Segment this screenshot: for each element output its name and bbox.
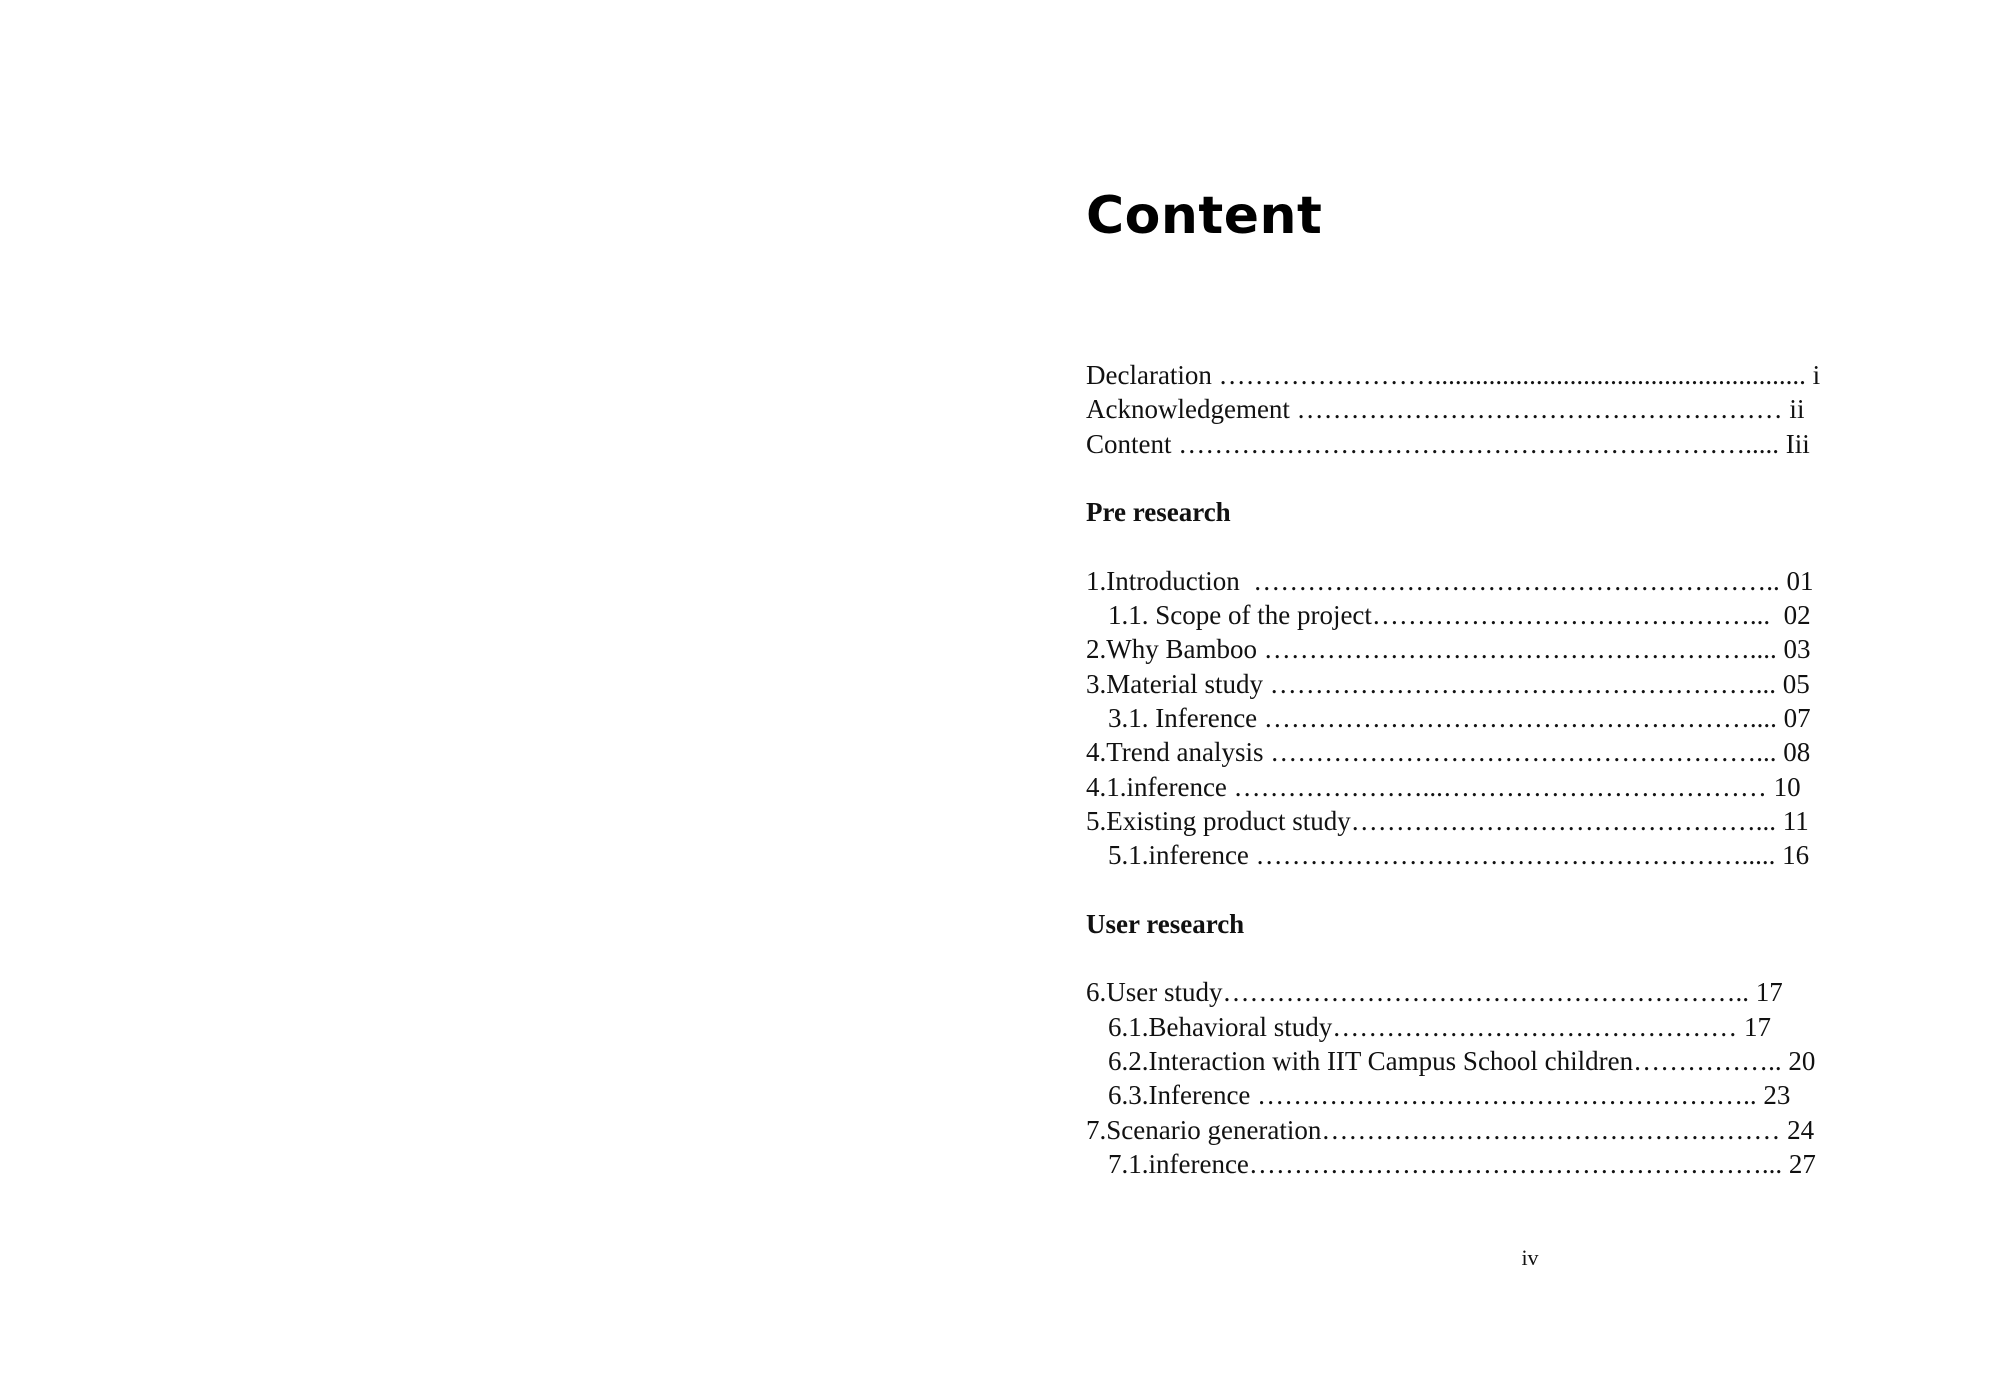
right-page xyxy=(1000,0,2000,1385)
toc-entry-declaration: Declaration ……………………....................................................... i xyxy=(1086,360,1821,390)
toc-entry-product-inference: 5.1.inference ………………………………………………..... 16 xyxy=(1108,840,1810,871)
toc-entry-scenario-generation: 7.Scenario generation…………………………………………… 24 xyxy=(1086,1114,1815,1145)
toc-entry-introduction: 1.Introduction ………………………………………………….. 01 xyxy=(1086,565,1814,596)
toc-entry-trend-analysis: 4.Trend analysis ………………………………………………... 08 xyxy=(1086,737,1811,768)
toc-section-heading-user-research: User research xyxy=(1086,908,1245,939)
toc-section-heading-pre-research: Pre research xyxy=(1086,497,1231,528)
toc-entry-behavioral-study: 6.1.Behavioral study……………………………………… 17 xyxy=(1108,1011,1771,1042)
toc-entry-trend-inference: 4.1.inference …………………...……………………………… 10 xyxy=(1086,771,1801,802)
toc-entry-existing-product-study: 5.Existing product study………………………………………... 11 xyxy=(1086,805,1809,836)
table-of-contents xyxy=(1086,358,1856,1181)
toc-spacer xyxy=(1086,941,1856,975)
toc-entry-user-study: 6.User study………………………………………………….. 17 xyxy=(1086,977,1783,1008)
page-number: iv xyxy=(1521,1245,1539,1270)
toc-entry-why-bamboo: 2.Why Bamboo ……………………………………………….... 03 xyxy=(1086,634,1811,665)
toc-entry-scope: 1.1. Scope of the project……………………………………... 02 xyxy=(1108,600,1811,631)
toc-spacer xyxy=(1086,461,1856,495)
toc-entry-material-inference: 3.1. Inference ……………………………………………….... 07 xyxy=(1108,702,1811,733)
toc-spacer xyxy=(1086,872,1856,906)
toc-entry-acknowledgement: Acknowledgement ……………………………………………… ii xyxy=(1086,394,1805,425)
toc-entry-scenario-inference: 7.1.inference…………………………………………………... 27 xyxy=(1108,1148,1816,1179)
toc-entry-material-study: 3.Material study ………………………………………………... 05 xyxy=(1086,668,1810,699)
toc-spacer xyxy=(1086,529,1856,563)
toc-entry-content: Content ………………………………………………………..... Iii xyxy=(1086,428,1810,459)
toc-entry-user-inference: 6.3.Inference ……………………………………………….. 23 xyxy=(1108,1080,1791,1111)
toc-entry-campus-school-interaction: 6.2.Interaction with IIT Campus School children…………….. 20 xyxy=(1108,1045,1816,1076)
page-title: Content xyxy=(1086,186,1323,246)
